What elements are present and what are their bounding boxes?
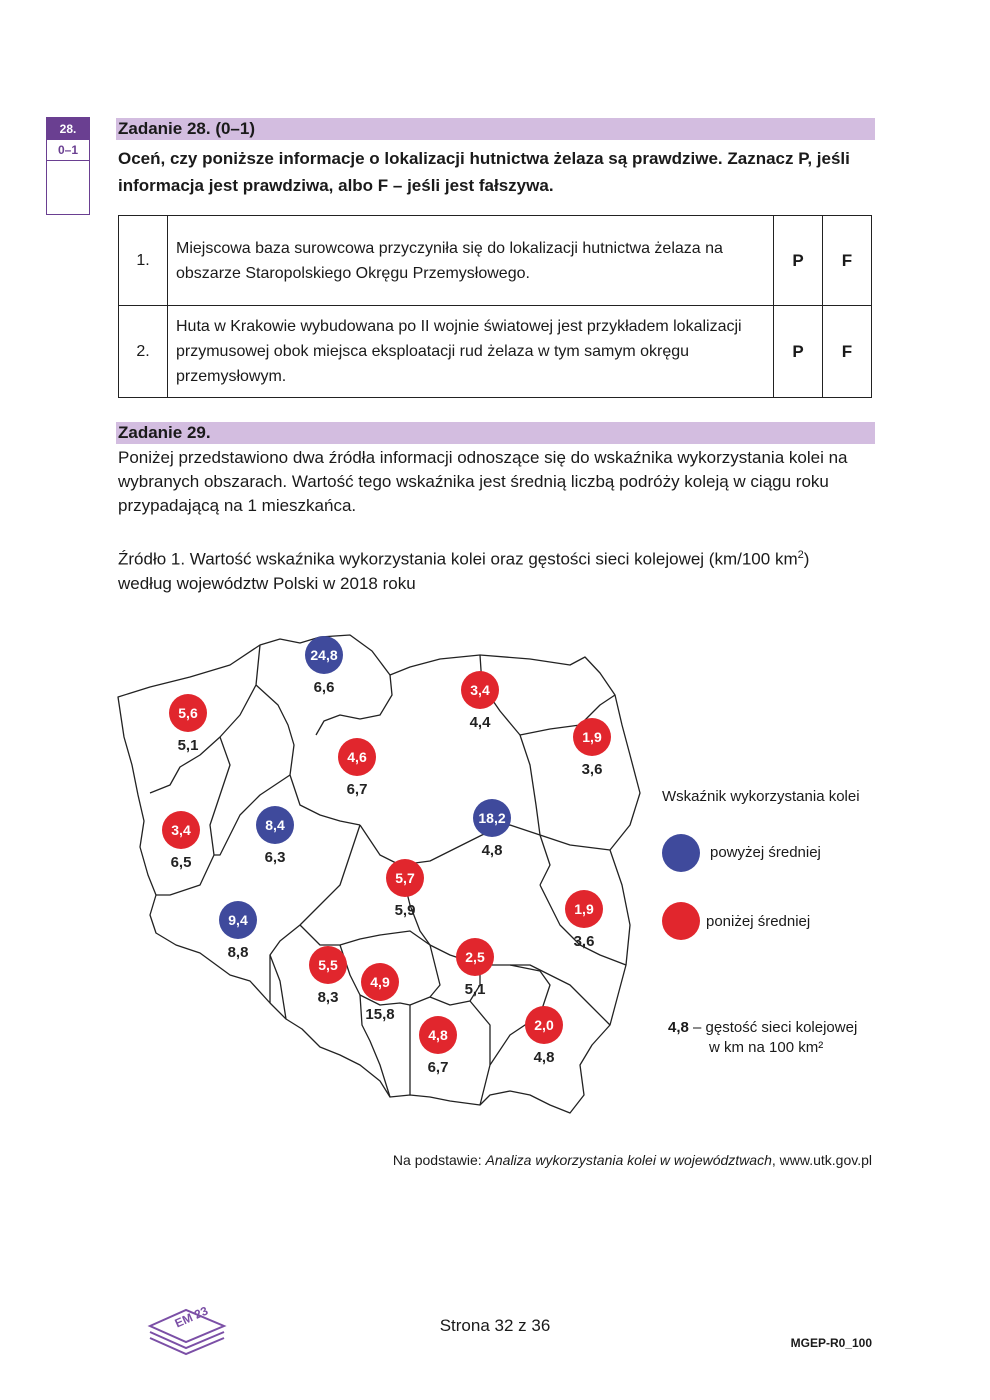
logo-text: EM 23: [172, 1303, 211, 1331]
region-index-marker: 4,9: [361, 963, 399, 1001]
row-number: 2.: [119, 306, 168, 398]
page-number: Strona 32 z 36: [439, 1316, 551, 1335]
poland-map: [110, 625, 650, 1125]
region-index-marker: 5,5: [309, 946, 347, 984]
task-28-title: Zadanie 28. (0–1): [116, 118, 875, 140]
region-index-marker: 4,8: [419, 1016, 457, 1054]
source-suffix: , www.utk.gov.pl: [771, 1152, 872, 1168]
region-density-label: 4,8: [533, 1049, 555, 1066]
region-density-label: 6,7: [346, 781, 368, 798]
legend-above-marker: [662, 834, 700, 872]
region-index-marker: 3,4: [162, 811, 200, 849]
statement-text: Miejscowa baza surowcowa przyczyniła się do lokalizacji hutnictwa żelaza na obszarze Staropolskiego Okręgu Przemysłowego.: [168, 216, 774, 306]
source-title: Analiza wykorzystania kolei w województwach: [485, 1152, 772, 1168]
source-1-caption: [118, 543, 878, 596]
source-1-close: ): [803, 549, 810, 569]
region-index-marker: 18,2: [473, 799, 511, 837]
table-row: [119, 306, 872, 398]
source-prefix: Na podstawie:: [392, 1152, 486, 1168]
legend-title: Wskaźnik wykorzystania kolei: [662, 788, 860, 805]
region-index-marker: 1,9: [565, 890, 603, 928]
statement-text: Huta w Krakowie wybudowana po II wojnie światowej jest przykładem lokalizacji przymusowej obok miejsca eksploatacji rud żelaza w tym samym okręgu przemysłowym.: [168, 306, 774, 398]
source-1-line2: według województw Polski w 2018 roku: [118, 573, 416, 593]
region-index-marker: 2,0: [525, 1006, 563, 1044]
exam-code: MGEP-R0_100: [790, 1336, 872, 1350]
region-index-marker: 9,4: [219, 901, 257, 939]
region-index-marker: 4,6: [338, 738, 376, 776]
region-density-label: 6,7: [427, 1059, 449, 1076]
legend-below-label: poniżej średniej: [706, 913, 811, 930]
true-false-table: [118, 215, 872, 398]
region-density-label: 15,8: [365, 1006, 395, 1023]
task-29-intro: Poniżej przedstawiono dwa źródła informacji odnoszące się do wskaźnika wykorzystania kolei na wybranych obszarach. Wartość tego wskaźnika jest średnią liczbą podróży koleją w ciągu roku przypadającą na 1 mieszkańca.: [118, 448, 848, 515]
region-density-label: 8,3: [317, 989, 339, 1006]
row-number: 1.: [119, 216, 168, 306]
density-example: 4,8: [668, 1019, 689, 1036]
density-text-2: w km na 100 km²: [709, 1039, 824, 1056]
task-28-instruction: Oceń, czy poniższe informacje o lokalizacji hutnictwa żelaza są prawdziwe. Zaznacz P, jeśli informacja jest prawdziwa, albo F – jeśli jest fałszywa.: [118, 149, 850, 195]
region-density-label: 4,8: [481, 842, 503, 859]
region-density-label: 6,5: [170, 854, 192, 871]
legend-above-label: powyżej średniej: [710, 844, 821, 861]
region-density-label: 4,4: [469, 714, 491, 731]
region-density-label: 6,6: [313, 679, 335, 696]
score-box: [46, 117, 90, 215]
region-index-marker: 2,5: [456, 938, 494, 976]
task-number: 28.: [47, 118, 89, 140]
density-text-1: – gęstość sieci kolejowej: [688, 1019, 858, 1036]
answer-f[interactable]: F: [823, 306, 872, 398]
answer-p[interactable]: P: [774, 216, 823, 306]
task-points: 0–1: [47, 140, 89, 161]
density-legend: [668, 1018, 857, 1058]
region-index-marker: 5,7: [386, 859, 424, 897]
legend-below-marker: [662, 902, 700, 940]
region-index-marker: 1,9: [573, 718, 611, 756]
source-1-sup: 2: [797, 549, 804, 561]
region-density-label: 6,3: [264, 849, 286, 866]
region-density-label: 5,1: [464, 981, 486, 998]
source-note: [393, 1152, 872, 1168]
task-29-title: Zadanie 29.: [116, 422, 875, 444]
region-index-marker: 5,6: [169, 694, 207, 732]
answer-f[interactable]: F: [823, 216, 872, 306]
source-1-text: Źródło 1. Wartość wskaźnika wykorzystania kolei oraz gęstości sieci kolejowej (km/100 km: [118, 549, 798, 569]
region-density-label: 5,1: [177, 737, 199, 754]
region-index-marker: 8,4: [256, 806, 294, 844]
region-index-marker: 24,8: [305, 636, 343, 674]
table-row: [119, 216, 872, 306]
region-density-label: 8,8: [227, 944, 249, 961]
answer-p[interactable]: P: [774, 306, 823, 398]
region-density-label: 3,6: [573, 933, 595, 950]
region-density-label: 3,6: [581, 761, 603, 778]
region-density-label: 5,9: [394, 902, 416, 919]
region-index-marker: 3,4: [461, 671, 499, 709]
